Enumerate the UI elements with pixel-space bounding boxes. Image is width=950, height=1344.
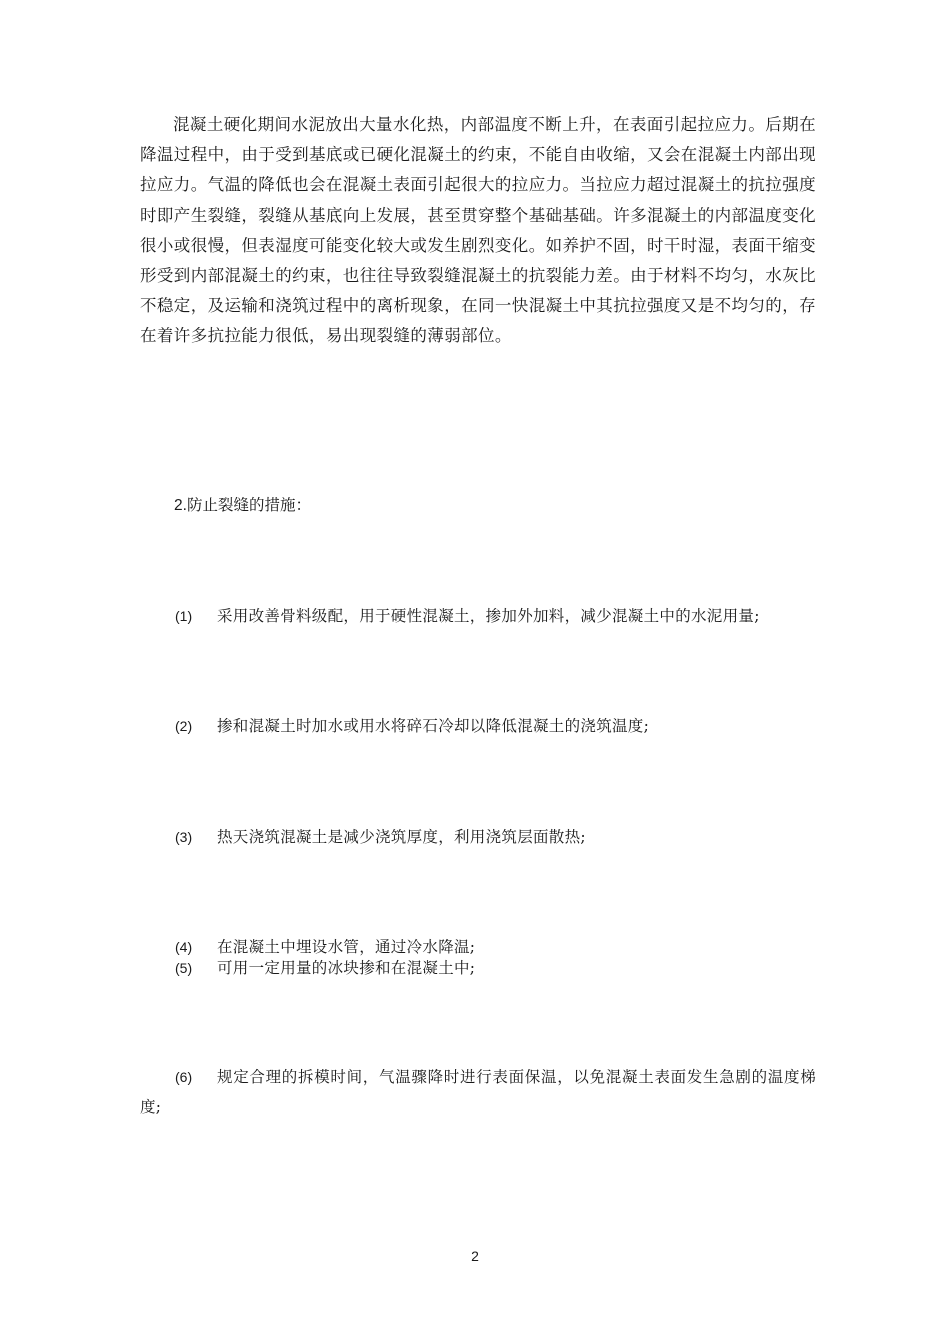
measure-text: 可用一定用量的冰块掺和在混凝土中; <box>217 959 476 977</box>
measure-text: 热天浇筑混凝土是减少浇筑厚度，利用浇筑层面散热; <box>217 828 586 846</box>
measure-item <box>140 711 816 741</box>
measure-marker: (6) <box>175 1069 193 1085</box>
section-heading <box>174 494 311 517</box>
section-heading-text: 防止裂缝的措施： <box>186 496 311 514</box>
measure-marker: (3) <box>175 829 193 845</box>
measure-item <box>140 822 816 852</box>
measure-marker: (2) <box>175 718 193 734</box>
measure-marker: (4) <box>175 939 193 955</box>
measure-text: 采用改善骨料级配，用于硬性混凝土，掺加外加料，减少混凝土中的水泥用量; <box>217 607 760 625</box>
measure-item <box>140 601 816 631</box>
measure-item <box>140 953 816 983</box>
measure-item <box>140 1062 816 1122</box>
measure-text: 掺和混凝土时加水或用水将碎石冷却以降低混凝土的浇筑温度; <box>217 717 650 735</box>
measure-marker: (5) <box>175 960 193 976</box>
measure-text: 在混凝土中埋设水管，通过冷水降温; <box>217 938 476 956</box>
section-heading-number: 2. <box>174 497 187 514</box>
measure-marker: (1) <box>175 608 193 624</box>
intro-paragraph: 混凝土硬化期间水泥放出大量水化热，内部温度不断上升，在表面引起拉应力。后期在降温过程中，由于受到基底或已硬化混凝土的约束，不能自由收缩，又会在混凝土内部出现拉应力。气温的降低也会在混凝土表面引起很大的拉应力。当拉应力超过混凝土的抗拉强度时即产生裂缝，裂缝从基底向上发展，甚至贯穿整个基础基础。许多混凝土的内部温度变化很小或很慢，但表湿度可能变化较大或发生剧烈变化。如养护不固，时干时湿，表面干缩变形受到内部混凝土的约束，也往往导致裂缝混凝土的抗裂能力差。由于材料不均匀，水灰比不稳定，及运输和浇筑过程中的离析现象，在同一快混凝土中其抗拉强度又是不均匀的，存在着许多抗拉能力很低，易出现裂缝的薄弱部位。 <box>140 115 816 346</box>
measure-text: 规定合理的拆模时间，气温骤降时进行表面保温，以免混凝土表面发生急剧的温度梯度; <box>140 1068 816 1116</box>
page-number: 2 <box>471 1248 479 1264</box>
